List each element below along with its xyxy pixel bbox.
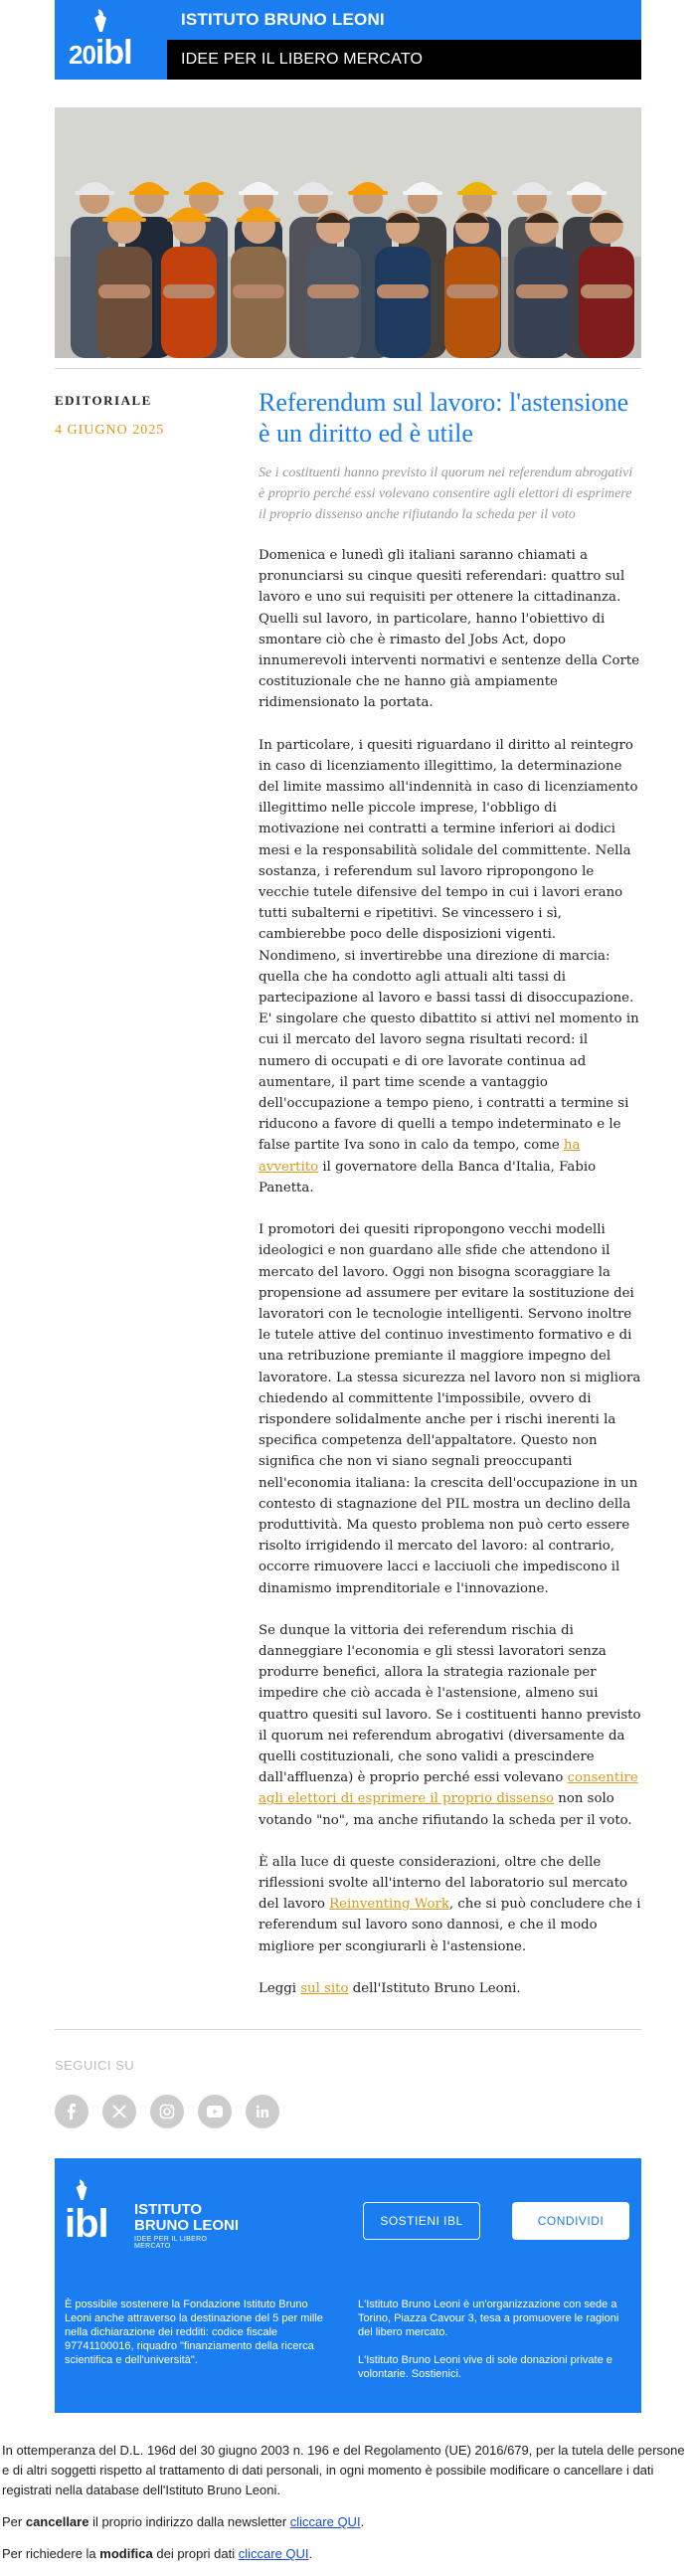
footer-about [358, 2298, 626, 2381]
paragraph-3: I promotori dei quesiti ripropongono vecchi modelli ideologici e non guardano alle sfide che attendono il mercato del lavoro. Oggi non bisogna scoraggiare la propensione ad assumere per evitare la sostituzione dei lavoratori con le tecnologie intelligenti. Servono inoltre le tutele attive del continuo investimento formativo e di una retribuzione premiante il maggiore impegno del lavoratore. La stessa sicurezza nel lavoro non si migliora chiedendo al committente l'impossibile, ovvero di rispondere solidalmente anche per i rischi inerenti la specifica competenza dell'appaltatore. Questo non significa che non vi siano segnali preoccupanti nell'economia italiana: la crescita dell'occupazione in un contesto di stagnazione del PIL mostra un declino della produttività. Ma questo problema non può certo essere risolto irrigidendo il mercato del lavoro: al contrario, occorre rimuovere lacci e lacciuoli che impediscono il dinamismo imprenditoriale e l'innovazione. [259, 1222, 641, 1596]
support-button[interactable]: SOSTIENI IBL [363, 2202, 480, 2240]
footer-logo[interactable] [65, 2178, 244, 2258]
header-tagline: IDEE PER IL LIBERO MERCATO [167, 40, 641, 80]
facebook-icon[interactable] [55, 2095, 88, 2128]
link-reinventing-work[interactable]: Reinventing Work [329, 1897, 449, 1913]
torch-icon [73, 2178, 92, 2202]
article-meta [55, 387, 259, 1999]
x-icon[interactable] [102, 2095, 136, 2128]
legal-section [0, 2441, 696, 2564]
article [55, 387, 641, 1999]
linkedin-icon[interactable] [246, 2095, 279, 2128]
footer-5x1000-text: È possibile sostenere la Fondazione Istituto Bruno Leoni anche attraverso la destinazione del 5 per mille nella dichiarazione dei redditi: codice fiscale 97741100016, riquadro "finanziamento della ricerca scientifica e dell'università". [65, 2299, 323, 2366]
unsubscribe-link[interactable]: cliccare QUI [289, 2514, 361, 2529]
link-sul-sito[interactable]: sul sito [300, 1980, 349, 1996]
ibl-logo[interactable] [55, 0, 167, 80]
modify-data-link[interactable]: cliccare QUI [238, 2546, 309, 2561]
torch-icon [90, 8, 112, 34]
divider [55, 2029, 641, 2030]
hero-image [55, 107, 641, 358]
legal-privacy-text: In ottemperanza del D.L. 196d del 30 giugno 2003 n. 196 e del Regolamento (UE) 2016/679, per la tutela delle persone e di altri soggetti rispetto al trattamento di dati personali, in ogni momento è possibile modificare o cancellare i dati registrati nella database dell'Istituto Bruno Leoni. [2, 2443, 685, 2497]
instagram-icon[interactable] [150, 2095, 184, 2128]
footer-about-1: L'Istituto Bruno Leoni è un'organizzazione con sede a Torino, Piazza Cavour 3, tesa a promuovere le ragioni del libero mercato. [358, 2299, 619, 2338]
paragraph-5: È alla luce di queste considerazioni, oltre che delle riflessioni svolte all'interno del laboratorio sul mercato del lavoro Reinventing Work, che si può concludere che i referendum sul lavoro sono dannosi, e che il modo migliore per scongiurarli è l'astensione. [259, 1854, 641, 1954]
social-links [55, 2095, 641, 2128]
link-ha-avvertito[interactable]: ha avvertito [259, 1138, 581, 1175]
article-body [259, 545, 641, 1999]
header [55, 0, 641, 80]
divider [55, 368, 641, 369]
paragraph-6: Leggi sul sito dell'Istituto Bruno Leoni. [259, 1980, 521, 1996]
article-category: EDITORIALE [55, 393, 152, 408]
paragraph-2: In particolare, i quesiti riguardano il diritto al reintegro in caso di licenziamento illegittimo, la determinazione del limite massimo all'indennità in caso di licenziamento illegittimo nelle piccole imprese, l'obbligo di motivazione nei contratti a termine inferiori ai dodici mesi e la responsabilità solidale del committente. Nella sostanza, i referendum sul lavoro ripropongono le vecchie tutele difensive del tempo in cui i lavori erano tutti subalterni e ripetitivi. Se vincessero i sì, cambierebbe poco delle disposizioni vigenti. Nondimeno, si invertirebbe una direzione di marcia: quella che ha condotto agli attuali alti tassi di partecipazione al lavoro e bassi tassi di disoccupazione. E' singolare che questo dibattito si attivi nel momento in cui il mercato del lavoro segna risultati record: il numero di occupati e di ore lavorate continua ad aumentare, il part time scende a vantaggio dell'occupazione a tempo pieno, i contratti a termine si riducono a favore di quelli a tempo indeterminato e le false partite Iva sono in calo da tempo, come ha avvertito il governatore della Banca d'Italia, Fabio Panetta. [259, 737, 639, 1196]
follow-label: SEGUICI SU [55, 2058, 135, 2073]
header-right [167, 0, 641, 80]
header-brand: ISTITUTO BRUNO LEONI [167, 0, 641, 40]
workers-group-illustration [55, 107, 641, 358]
article-content [259, 387, 641, 1999]
article-title[interactable]: Referendum sul lavoro: l'astensione è un diritto ed è utile [259, 388, 629, 448]
paragraph-1: Domenica e lunedì gli italiani saranno chiamati a pronunciarsi su cinque quesiti referendari: quattro sul lavoro e uno sui requisiti per ottenere la cittadinanza. Quelli sul lavoro, in particolare, hanno l'obiettivo di smontare ciò che è rimasto del Jobs Act, dopo innumerevoli interventi normativi e sentenze della Corte costituzionale che ne hanno già ampiamente ridimensionato la portata. [259, 548, 640, 711]
article-subtitle: Se i costituenti hanno previsto il quorum nei referendum abrogativi è proprio perché essi volevano consentire agli elettori di esprimere il proprio dissenso anche rifiutando la scheda per il voto [259, 465, 633, 522]
legal-unsubscribe: Per cancellare il proprio indirizzo dalla newsletter cliccare QUI. [2, 2514, 365, 2529]
footer-brand: ISTITUTO BRUNO LEONI [134, 2201, 239, 2234]
footer-logo-text: ibl [65, 2202, 108, 2246]
paragraph-4: Se dunque la vittoria dei referendum rischia di danneggiare l'economia e gli stessi lavoratori senza produrre benefici, allora la strategia razionale per impedire che ciò accada è l'astensione, almeno sui quattro quesiti sul lavoro. Se i costituenti hanno previsto il quorum nei referendum abrogativi (diversamente da quelli costituzionali, che sono validi a prescindere dall'affluenza) è proprio perché essi volevano consentire agli elettori di esprimere il proprio dissenso non solo votando "no", ma anche rifiutando la scheda per il voto. [259, 1622, 641, 1828]
share-button[interactable]: CONDIVIDI [512, 2202, 629, 2240]
newsletter-container [55, 0, 641, 2413]
link-dissenso[interactable]: consentire agli elettori di esprimere il proprio dissenso [259, 1770, 638, 1807]
article-date: 4 GIUGNO 2025 [55, 423, 165, 438]
footer-about-2: L'Istituto Bruno Leoni vive di sole donazioni private e volontarie. Sostienici. [358, 2354, 612, 2380]
footer-panel [55, 2158, 641, 2413]
legal-modify: Per richiedere la modifica dei propri dati cliccare QUI. [2, 2546, 313, 2561]
youtube-icon[interactable] [198, 2095, 232, 2128]
footer-tagline: IDEE PER IL LIBERO MERCATO [134, 2236, 208, 2250]
logo-text: 20ibl [69, 34, 132, 72]
